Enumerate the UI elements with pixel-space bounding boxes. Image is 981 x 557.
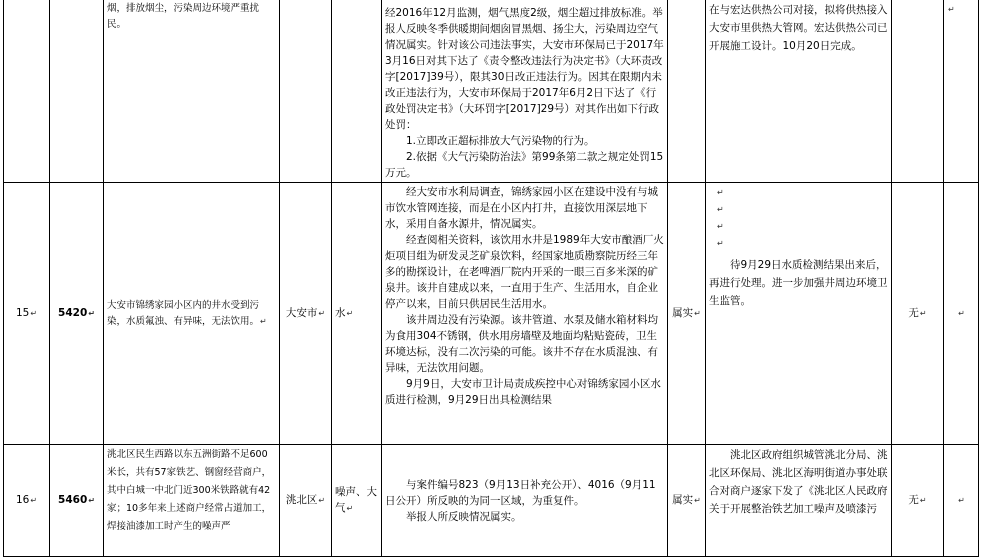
action-cell (706, 445, 892, 557)
district-cell (280, 0, 332, 183)
findings-paragraph: 经大安市水利局调查，锦绣家园小区在建设中没有与城市饮水管网连接，而是在小区内打井，直接饮用深层地下水，采用自备水源井，情况属实。 (385, 186, 658, 230)
district-cell: 大安市↵ (280, 183, 332, 445)
action-text: 待9月29日水质检测结果出来后，再进行处理。进一步加强井周边环境卫生监管。 (709, 259, 888, 307)
issue-text: 烟，排放烟尘，污染周边环境严重扰民。 (107, 3, 260, 30)
type-cell: 噪声、大气↵ (332, 445, 382, 557)
extra-cell (944, 183, 979, 445)
findings-paragraph: 2.依据《大气污染防治法》第99条第二款之规定处罚15万元。 (385, 151, 664, 179)
return-mark-icon: ↵ (318, 496, 326, 505)
row-number-cell: 15↵ (4, 183, 50, 445)
accountability-cell: 无↵ (892, 445, 944, 557)
case-code-cell (50, 0, 104, 183)
verdict-cell: 属实↵ (668, 183, 706, 445)
table-row (4, 183, 979, 445)
complaint-table (3, 0, 979, 557)
return-mark-icon: ↵ (717, 222, 724, 231)
issue-cell (104, 0, 280, 183)
return-mark-icon: ↵ (318, 309, 326, 318)
return-mark-icon: ↵ (717, 239, 724, 248)
district-cell: 洮北区↵ (280, 445, 332, 557)
issue-text: 洮北区民生西路以东五洲街路不足600米长，共有57家铁艺、钢窗经营商户，其中白城一中北门近300米铁路就有42家；10多年来上述商户经常占道加工，焊接油漆加工时产生的噪声严 (107, 449, 272, 532)
accountability-cell: 无↵ (892, 183, 944, 445)
findings-paragraph: 1.立即改正超标排放大气污染物的行为。 (406, 135, 595, 147)
row-number-cell: 16↵ (4, 445, 50, 557)
findings-paragraph: 9月9日，大安市卫计局责成疾控中心对锦绣家园小区水质进行检测，9月29日出具检测结果 (385, 378, 661, 406)
return-mark-icon: ↵ (717, 188, 724, 197)
case-code-cell: 5460↵ (50, 445, 104, 557)
return-mark-icon: ↵ (919, 309, 927, 318)
accountability-cell (892, 0, 944, 183)
verdict-cell (668, 0, 706, 183)
action-text: 在与宏达供热公司对接，拟将供热接入大安市里供热大管网。宏达供热公司已开展施工设计。10月20日完成。 (709, 4, 888, 52)
return-mark-icon: ↵ (948, 5, 955, 14)
extra-cell (944, 445, 979, 557)
table-row (4, 0, 979, 183)
findings-paragraph: 经2016年12月监测，烟气黑度2级，烟尘超过排放标准。举报人反映冬季供暖期间烟囱冒黑烟、扬尘大，污染周边空气情况属实。针对该公司违法事实，大安市环保局已于2017年3月16日对其下达了《责令整改违法行为决定书》（大环责改字[2017]39号），限其30日改正违法行为。因其在限期内未改正违法行为，大安市环保局于2017年6月2日下达了《行政处罚决定书》（大环罚字[2017]29号）对其作出如下行政处罚： (385, 7, 664, 131)
findings-cell (382, 183, 668, 445)
verdict-cell: 属实↵ (668, 445, 706, 557)
action-cell (706, 0, 892, 183)
return-mark-icon: ↵ (717, 205, 724, 214)
table-row (4, 445, 979, 557)
findings-cell (382, 445, 668, 557)
findings-cell (382, 0, 668, 183)
return-mark-icon: ↵ (958, 309, 965, 318)
extra-cell (944, 0, 979, 183)
return-mark-icon: ↵ (958, 496, 965, 505)
type-cell (332, 0, 382, 183)
action-text: 洮北区政府组织城管洮北分局、洮北区环保局、洮北区海明街道办事处联合对商户逐家下发了《洮北区人民政府关于开展整治铁艺加工噪声及喷漆污 (709, 449, 888, 515)
return-mark-icon: ↵ (88, 309, 95, 318)
return-mark-icon: ↵ (346, 504, 354, 513)
return-mark-icon: ↵ (88, 496, 95, 505)
return-mark-icon: ↵ (260, 316, 267, 326)
findings-paragraph: 举报人所反映情况属实。 (406, 510, 522, 523)
issue-cell (104, 183, 280, 445)
issue-cell (104, 445, 280, 557)
return-mark-icon: ↵ (694, 496, 701, 505)
row-number-cell (4, 0, 50, 183)
return-mark-icon: ↵ (30, 496, 38, 505)
findings-paragraph: 与案件编号823（9月13日补充公开）、4016（9月11日公开）所反映的为同一区域，为重复件。 (385, 478, 656, 507)
return-mark-icon: ↵ (30, 309, 38, 318)
return-mark-icon: ↵ (694, 309, 701, 318)
issue-text: 大安市锦绣家园小区内的井水受到污染，水质氟浊、有异味，无法饮用。 (107, 299, 260, 327)
type-cell: 水↵ (332, 183, 382, 445)
action-cell (706, 183, 892, 445)
case-code-cell: 5420↵ (50, 183, 104, 445)
return-mark-icon: ↵ (346, 309, 354, 318)
return-mark-icon: ↵ (919, 496, 927, 505)
findings-paragraph: 经查阅相关资料，该饮用水井是1989年大安市酿酒厂火炬项目组为研发灵芝矿泉饮料，经国家地质勘察院历经三年多的勘探设计，在老啤酒厂院内开采的一眼三百多米深的矿泉井。该井自建成以来，一直用于生产、生活用水，自企业停产以来，目前只供居民生活用水。 (385, 234, 664, 310)
findings-paragraph: 该井周边没有污染源。该井管道、水泵及储水箱材料均为食用304不锈钢，供水用房墙壁及地面均粘贴瓷砖，卫生环境达标，没有二次污染的可能。该井不存在水质混浊、有异味，无法饮用问题。 (385, 314, 658, 374)
